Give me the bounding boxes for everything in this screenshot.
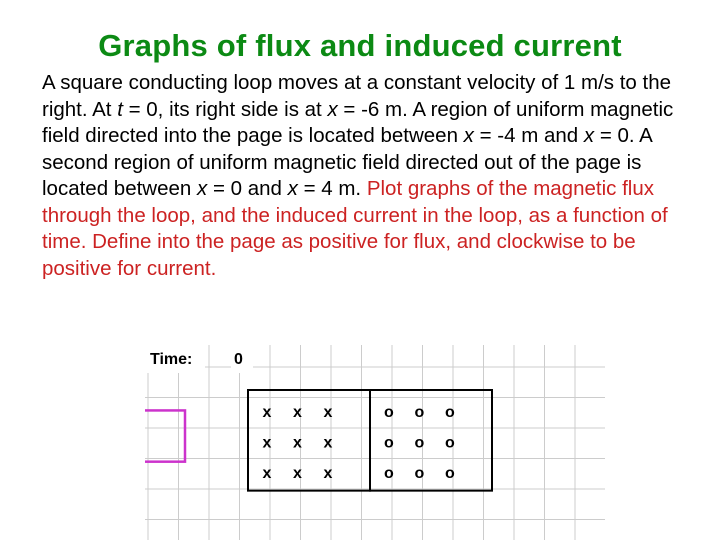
out-of-page-symbol: o — [414, 465, 425, 482]
time-label: Time: — [150, 351, 193, 368]
var-x-5: x — [287, 177, 298, 200]
into-page-symbol: x — [292, 434, 302, 452]
into-page-symbol: x — [262, 465, 272, 482]
out-of-page-symbol: o — [414, 434, 425, 452]
var-t: t — [117, 97, 123, 121]
var-x-1: x — [327, 97, 338, 121]
into-page-symbol: x — [323, 465, 333, 482]
problem-text-7: = 4 m. — [297, 177, 367, 200]
problem-text-3: = -6 m. A region of uniform magnetic field directed into the page is located between — [42, 97, 674, 147]
problem-instruction: Plot graphs of the magnetic flux through the loop, and the induced current in the loop, as a function of time. Define into the page as positive for flux, and clockwise to be positive for current. — [42, 177, 668, 280]
time-value: 0 — [234, 351, 243, 368]
problem-text-4: = -4 m and — [473, 124, 584, 147]
into-page-symbol: x — [262, 434, 272, 452]
out-of-page-symbol: o — [445, 465, 455, 482]
out-of-page-symbol: o — [414, 404, 425, 421]
out-of-page-symbol: o — [384, 465, 394, 482]
loop-field-figure — [145, 345, 605, 540]
into-page-symbol: x — [292, 465, 302, 482]
into-page-symbols — [262, 404, 332, 482]
out-of-page-symbol: o — [445, 434, 455, 452]
problem-statement — [42, 70, 682, 282]
problem-text-5: = 0. A second region of uniform magnetic field directed out of the page is located between — [42, 124, 652, 200]
into-page-symbol: x — [262, 404, 272, 421]
slide-title: Graphs of flux and induced current — [98, 28, 622, 63]
into-page-symbol: x — [323, 404, 333, 421]
out-of-page-symbol: o — [384, 434, 394, 452]
out-of-page-symbol: o — [445, 404, 455, 421]
out-of-page-symbol: o — [384, 404, 394, 421]
problem-text-6: = 0 and — [207, 177, 288, 200]
var-x-4: x — [197, 177, 208, 200]
grid — [145, 345, 605, 540]
into-page-symbol: x — [292, 404, 302, 421]
var-x-3: x — [583, 124, 595, 147]
problem-text-1: A square conducting loop moves at a constant velocity of 1 m/s to the right. At — [42, 71, 672, 121]
var-x-2: x — [463, 124, 474, 147]
into-page-symbol: x — [323, 434, 333, 452]
out-of-page-symbols — [384, 404, 455, 482]
figure-canvas — [145, 345, 605, 540]
problem-text-2: = 0, its right side is at — [122, 97, 328, 121]
